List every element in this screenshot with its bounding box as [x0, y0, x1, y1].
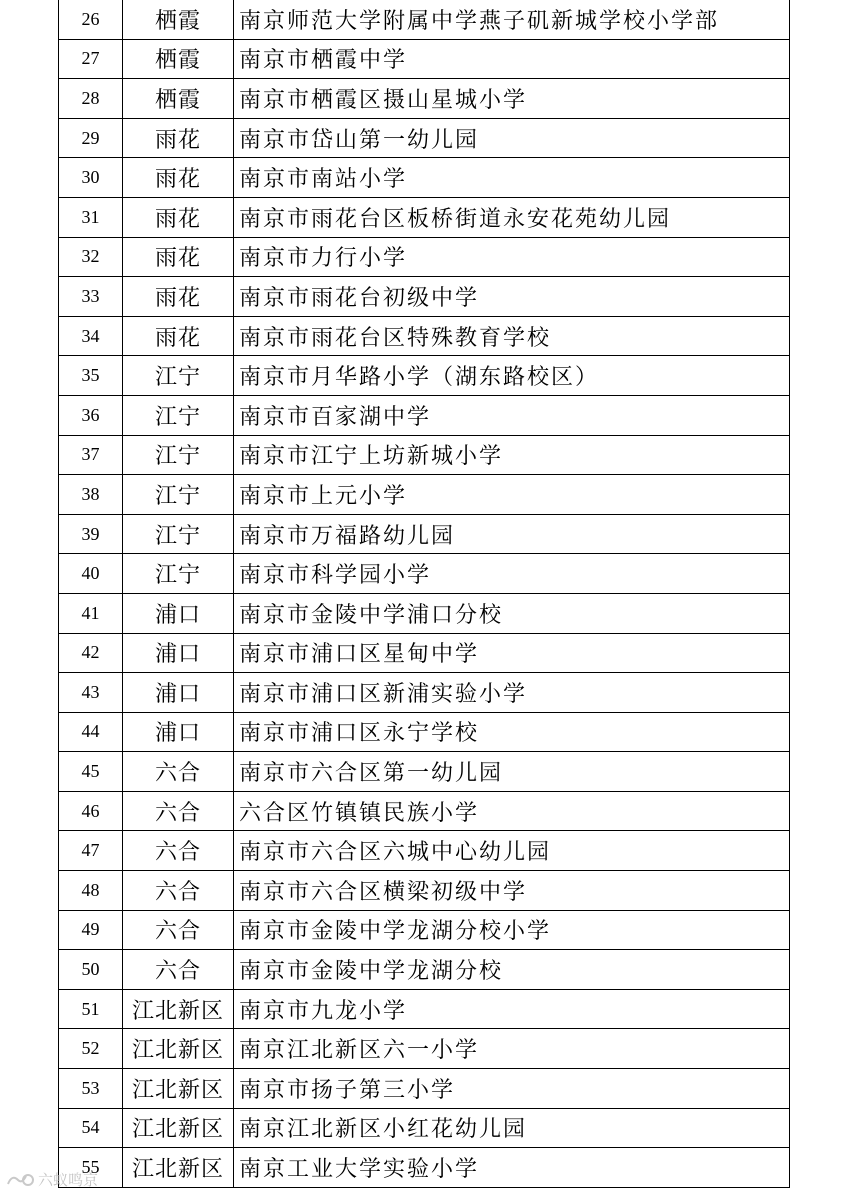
school-name-cell: 南京市雨花台区板桥街道永安花苑幼儿园	[234, 197, 790, 237]
table-row	[59, 316, 790, 356]
row-number-cell: 52	[59, 1029, 123, 1069]
school-name-cell: 南京市雨花台初级中学	[234, 277, 790, 317]
row-number-cell: 53	[59, 1069, 123, 1109]
row-number-cell: 44	[59, 712, 123, 752]
table-row	[59, 673, 790, 713]
row-number-cell: 34	[59, 316, 123, 356]
school-name-cell: 南京市南站小学	[234, 158, 790, 198]
school-name-cell: 南京工业大学实验小学	[234, 1148, 790, 1188]
district-cell: 栖霞	[123, 79, 234, 119]
district-cell: 江宁	[123, 475, 234, 515]
row-number-cell: 50	[59, 950, 123, 990]
table-row	[59, 791, 790, 831]
table-row	[59, 593, 790, 633]
school-name-cell: 六合区竹镇镇民族小学	[234, 791, 790, 831]
district-cell: 江北新区	[123, 1069, 234, 1109]
row-number-cell: 29	[59, 118, 123, 158]
district-cell: 六合	[123, 791, 234, 831]
school-name-cell: 南京市雨花台区特殊教育学校	[234, 316, 790, 356]
school-list-table	[58, 0, 790, 1188]
school-name-cell: 南京市金陵中学浦口分校	[234, 593, 790, 633]
table-row	[59, 118, 790, 158]
district-cell: 雨花	[123, 316, 234, 356]
school-name-cell: 南京市万福路幼儿园	[234, 514, 790, 554]
table-row	[59, 475, 790, 515]
row-number-cell: 28	[59, 79, 123, 119]
district-cell: 浦口	[123, 673, 234, 713]
school-name-cell: 南京市江宁上坊新城小学	[234, 435, 790, 475]
district-cell: 六合	[123, 752, 234, 792]
district-cell: 江宁	[123, 514, 234, 554]
district-cell: 江北新区	[123, 1108, 234, 1148]
table-row	[59, 910, 790, 950]
school-name-cell: 南京市六合区六城中心幼儿园	[234, 831, 790, 871]
table-row	[59, 1148, 790, 1188]
table-row	[59, 277, 790, 317]
table-row	[59, 871, 790, 911]
table-row	[59, 1069, 790, 1109]
row-number-cell: 43	[59, 673, 123, 713]
school-name-cell: 南京市科学园小学	[234, 554, 790, 594]
table-row	[59, 633, 790, 673]
district-cell: 六合	[123, 910, 234, 950]
district-cell: 雨花	[123, 118, 234, 158]
table-row	[59, 1029, 790, 1069]
row-number-cell: 32	[59, 237, 123, 277]
table-row	[59, 989, 790, 1029]
district-cell: 浦口	[123, 712, 234, 752]
school-name-cell: 南京市浦口区星甸中学	[234, 633, 790, 673]
school-name-cell: 南京市力行小学	[234, 237, 790, 277]
row-number-cell: 38	[59, 475, 123, 515]
district-cell: 江宁	[123, 356, 234, 396]
row-number-cell: 46	[59, 791, 123, 831]
table-row	[59, 79, 790, 119]
school-name-cell: 南京市九龙小学	[234, 989, 790, 1029]
school-name-cell: 南京市上元小学	[234, 475, 790, 515]
district-cell: 雨花	[123, 197, 234, 237]
row-number-cell: 33	[59, 277, 123, 317]
row-number-cell: 36	[59, 395, 123, 435]
district-cell: 江宁	[123, 554, 234, 594]
row-number-cell: 48	[59, 871, 123, 911]
row-number-cell: 30	[59, 158, 123, 198]
row-number-cell: 42	[59, 633, 123, 673]
school-name-cell: 南京师范大学附属中学燕子矶新城学校小学部	[234, 0, 790, 39]
school-name-cell: 南京市栖霞中学	[234, 39, 790, 79]
district-cell: 六合	[123, 831, 234, 871]
school-name-cell: 南京市扬子第三小学	[234, 1069, 790, 1109]
district-cell: 雨花	[123, 158, 234, 198]
table-row	[59, 514, 790, 554]
school-name-cell: 南京市金陵中学龙湖分校	[234, 950, 790, 990]
school-name-cell: 南京市六合区第一幼儿园	[234, 752, 790, 792]
school-name-cell: 南京市六合区横梁初级中学	[234, 871, 790, 911]
table-row	[59, 831, 790, 871]
table-row	[59, 356, 790, 396]
school-name-cell: 南京市百家湖中学	[234, 395, 790, 435]
watermark-text: 六蚁鸣京	[38, 1171, 99, 1189]
table-row	[59, 39, 790, 79]
district-cell: 浦口	[123, 633, 234, 673]
district-cell: 栖霞	[123, 0, 234, 39]
table-row	[59, 237, 790, 277]
row-number-cell: 55	[59, 1148, 123, 1188]
district-cell: 栖霞	[123, 39, 234, 79]
district-cell: 六合	[123, 950, 234, 990]
school-name-cell: 南京市月华路小学（湖东路校区）	[234, 356, 790, 396]
watermark	[6, 1169, 98, 1190]
district-cell: 江北新区	[123, 989, 234, 1029]
table-row	[59, 197, 790, 237]
table-row	[59, 435, 790, 475]
school-name-cell: 南京市浦口区新浦实验小学	[234, 673, 790, 713]
watermark-logo-icon	[6, 1170, 34, 1190]
row-number-cell: 26	[59, 0, 123, 39]
row-number-cell: 31	[59, 197, 123, 237]
district-cell: 江北新区	[123, 1029, 234, 1069]
school-name-cell: 南京江北新区六一小学	[234, 1029, 790, 1069]
school-list-table-wrapper	[58, 0, 790, 1188]
school-name-cell: 南京市金陵中学龙湖分校小学	[234, 910, 790, 950]
table-row	[59, 1108, 790, 1148]
table-row	[59, 712, 790, 752]
table-body	[59, 0, 790, 1187]
district-cell: 江宁	[123, 435, 234, 475]
row-number-cell: 49	[59, 910, 123, 950]
row-number-cell: 47	[59, 831, 123, 871]
school-name-cell: 南京江北新区小红花幼儿园	[234, 1108, 790, 1148]
row-number-cell: 40	[59, 554, 123, 594]
table-row	[59, 752, 790, 792]
table-row	[59, 0, 790, 39]
row-number-cell: 37	[59, 435, 123, 475]
district-cell: 雨花	[123, 237, 234, 277]
district-cell: 六合	[123, 871, 234, 911]
row-number-cell: 45	[59, 752, 123, 792]
table-row	[59, 395, 790, 435]
district-cell: 江北新区	[123, 1148, 234, 1188]
school-name-cell: 南京市栖霞区摄山星城小学	[234, 79, 790, 119]
school-name-cell: 南京市岱山第一幼儿园	[234, 118, 790, 158]
row-number-cell: 41	[59, 593, 123, 633]
row-number-cell: 51	[59, 989, 123, 1029]
row-number-cell: 54	[59, 1108, 123, 1148]
district-cell: 江宁	[123, 395, 234, 435]
row-number-cell: 27	[59, 39, 123, 79]
table-row	[59, 554, 790, 594]
district-cell: 雨花	[123, 277, 234, 317]
table-row	[59, 950, 790, 990]
row-number-cell: 39	[59, 514, 123, 554]
school-name-cell: 南京市浦口区永宁学校	[234, 712, 790, 752]
table-row	[59, 158, 790, 198]
district-cell: 浦口	[123, 593, 234, 633]
row-number-cell: 35	[59, 356, 123, 396]
